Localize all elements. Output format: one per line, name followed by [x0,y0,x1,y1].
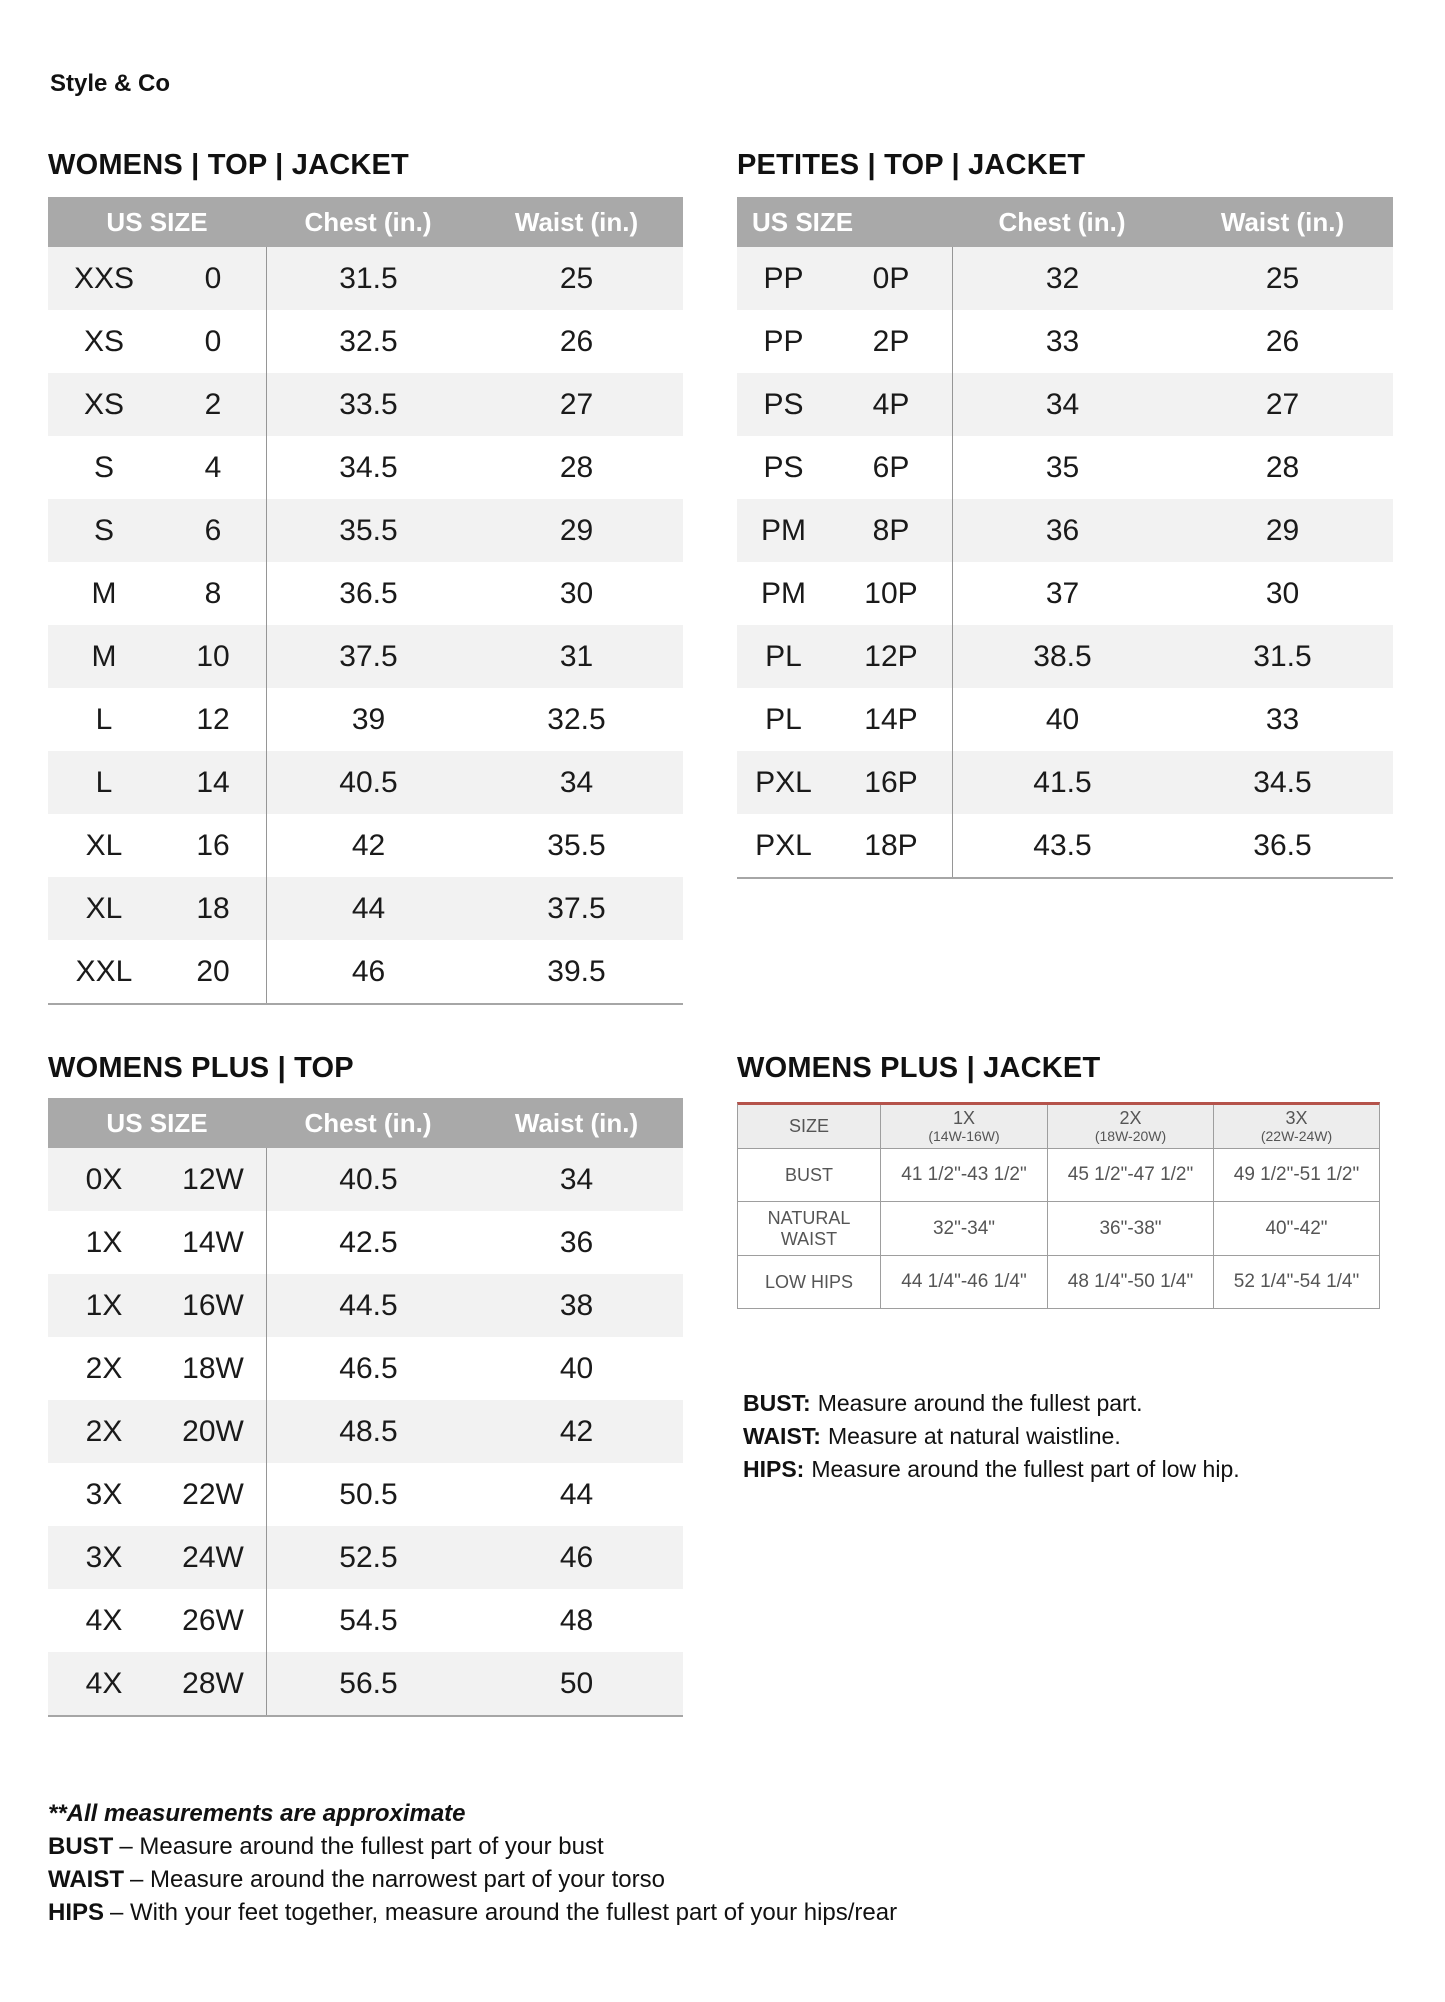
note-label: BUST: [743,1390,811,1416]
plus-jacket-section-heading: WOMENS PLUS | JACKET [737,1052,1101,1084]
table-cell: 8P [872,513,910,547]
table-cell: 39 [266,688,470,751]
column-header-waist: Waist (in.) [1220,206,1345,237]
value-cell [1047,1255,1213,1308]
table-cell: PS [763,387,804,421]
table-cell: S [93,513,114,547]
table-cell: 54.5 [266,1589,470,1652]
table-cell: 14 [196,765,230,799]
note-text: Measure around the fullest part of low hip. [811,1456,1240,1482]
table-body [48,1148,683,1715]
table-cell: 48 [559,1603,594,1637]
table-cell: PM [761,576,806,610]
table-cell: 4X [85,1603,123,1637]
column-header-sub: (14W-16W) [928,1127,1000,1144]
note-label: WAIST: [743,1423,821,1449]
table-row [737,751,1393,814]
table-cell: 4 [204,450,222,484]
table-cell: 26 [559,324,594,358]
table-cell: 30 [1265,576,1300,610]
table-cell: 44 [266,877,470,940]
table-cell: 37.5 [266,625,470,688]
table-cell: 34 [559,1162,594,1196]
table-cell: 46 [266,940,470,1003]
value: 48 1/4"-50 1/4" [1067,1271,1194,1292]
table-cell: 36.5 [1253,828,1312,862]
note-hips [743,1453,1240,1486]
table-cell: 31 [559,639,594,673]
table-cell: 32.5 [266,310,470,373]
row-label: NATURAL WAIST [767,1207,851,1249]
table-row [48,625,683,688]
table-cell: 36.5 [266,562,470,625]
table-cell: 3X [85,1540,123,1574]
table-cell: 29 [559,513,594,547]
table-row [737,247,1393,310]
table-row [48,1211,683,1274]
column-header-sub: (22W-24W) [1260,1127,1333,1144]
table-cell: 34 [952,373,1172,436]
table-cell: 44.5 [266,1274,470,1337]
table-row [737,688,1393,751]
table-row [48,562,683,625]
table-cell: XS [83,324,125,358]
table-row [48,877,683,940]
table-cell: 18P [864,828,918,862]
table-cell: 26W [182,1603,244,1637]
brand-title: Style & Co [50,70,171,97]
table-cell: 12P [864,639,918,673]
footnote-text: – With your feet together, measure around the fullest part of your hips/rear [110,1899,898,1926]
value-cell [880,1255,1047,1308]
table-cell: 32 [952,247,1172,310]
table-cell: XL [85,891,123,925]
table-cell: 42.5 [266,1211,470,1274]
table-cell: PXL [755,765,812,799]
value: 45 1/2"-47 1/2" [1067,1164,1194,1185]
table-cell: 22W [182,1477,244,1511]
column-header-label: 3X [1285,1107,1308,1128]
table-row [737,499,1393,562]
column-header-1x [880,1105,1047,1148]
column-header-us-size: US SIZE [106,1107,208,1138]
table-cell: 40.5 [266,1148,470,1211]
table-cell: 24W [182,1540,244,1574]
table-cell: 34.5 [1253,765,1312,799]
table-cell: 46 [559,1540,594,1574]
row-label: BUST [784,1164,833,1185]
table-body [48,247,683,1003]
footnote-hips [48,1896,897,1929]
table-row [48,499,683,562]
footnote-label: WAIST [48,1866,124,1893]
value: 40"-42" [1265,1217,1328,1239]
table-cell: 6P [872,450,910,484]
table-cell: L [95,765,113,799]
value-cell [880,1148,1047,1201]
row-label-cell [738,1201,880,1255]
table-cell: 28 [559,450,594,484]
table-cell: XS [83,387,125,421]
table-body [737,247,1393,877]
table-cell: 39.5 [547,954,606,988]
table-cell: 4X [85,1666,123,1700]
table-cell: 0P [872,261,910,295]
plus-top-section-heading: WOMENS PLUS | TOP [48,1052,354,1084]
table-cell: 35.5 [266,499,470,562]
table-cell: 3X [85,1477,123,1511]
value: 44 1/4"-46 1/4" [901,1271,1027,1292]
value-cell [1213,1148,1379,1201]
table-cell: 16W [182,1288,244,1322]
table-row-natural-waist [738,1201,1379,1255]
table-cell: 37 [952,562,1172,625]
table-cell: 42 [266,814,470,877]
note-waist [743,1420,1240,1453]
column-header-chest: Chest (in.) [998,206,1126,237]
table-cell: 14P [864,702,918,736]
table-cell: 18W [182,1351,244,1385]
footnote-text: – Measure around the fullest part of your bust [119,1833,604,1860]
table-cell: 36 [952,499,1172,562]
table-cell: 18 [196,891,230,925]
table-row [737,436,1393,499]
table-cell: 50 [559,1666,594,1700]
value-cell [1047,1148,1213,1201]
table-cell: 30 [559,576,594,610]
table-cell: 2X [85,1414,123,1448]
table-row [48,1463,683,1526]
table-row [48,814,683,877]
table-cell: 0X [85,1162,123,1196]
value-cell [1047,1201,1213,1255]
table-cell: 28W [182,1666,244,1700]
table-cell: 8 [204,576,222,610]
column-header-us-size: US SIZE [752,206,854,237]
table-cell: 26 [1265,324,1300,358]
table-cell: 12 [196,702,230,736]
table-cell: 1X [85,1225,123,1259]
row-label-cell [738,1255,880,1308]
column-header-label: 2X [1119,1107,1142,1128]
table-row [48,1589,683,1652]
column-header-label: SIZE [788,1115,829,1136]
table-cell: PP [763,261,804,295]
table-cell: 10 [196,639,230,673]
value-cell [880,1201,1047,1255]
table-cell: 40 [559,1351,594,1385]
table-cell: 6 [204,513,222,547]
table-cell: PP [763,324,804,358]
table-cell: 2 [204,387,222,421]
table-row [737,310,1393,373]
value: 41 1/2"-43 1/2" [901,1164,1027,1185]
table-cell: 2X [85,1351,123,1385]
plus-jacket-table [737,1102,1380,1309]
column-header-3x [1213,1105,1379,1148]
table-cell: XL [85,828,123,862]
column-header-label: 1X [952,1107,976,1128]
value-cell [1213,1201,1379,1255]
table-cell: 28 [1265,450,1300,484]
table-cell: 31.5 [266,247,470,310]
table-row [48,1337,683,1400]
footnote-bust [48,1830,897,1863]
table-cell: M [91,576,117,610]
table-cell: PS [763,450,804,484]
row-label: LOW HIPS [764,1271,853,1292]
table-row [737,814,1393,877]
table-cell: 20 [196,954,230,988]
table-cell: 37.5 [547,891,606,925]
note-label: HIPS: [743,1456,805,1482]
table-cell: 33 [952,310,1172,373]
table-row [737,373,1393,436]
table-cell: 14W [182,1225,244,1259]
table-row [48,247,683,310]
table-header-row [48,197,683,247]
table-cell: 40.5 [266,751,470,814]
column-header-chest: Chest (in.) [304,206,432,237]
table-row [48,751,683,814]
table-cell: 35 [952,436,1172,499]
petites-section-heading: PETITES | TOP | JACKET [737,149,1086,181]
table-cell: 0 [204,261,222,295]
footnote-label: BUST [48,1833,114,1860]
table-cell: 33.5 [266,373,470,436]
column-header-sub: (18W-20W) [1094,1127,1167,1144]
table-cell: 34 [559,765,594,799]
table-row [48,1274,683,1337]
womens-section-heading: WOMENS | TOP | JACKET [48,149,409,181]
measuring-notes [743,1387,1240,1486]
note-bust [743,1387,1240,1420]
table-cell: 4P [872,387,910,421]
column-header-waist: Waist (in.) [514,1107,639,1138]
table-cell: M [91,639,117,673]
table-row [48,1652,683,1715]
footnote-text: – Measure around the narrowest part of your torso [130,1866,665,1893]
table-cell: XXL [75,954,133,988]
column-header-waist: Waist (in.) [514,206,639,237]
footnotes [48,1797,897,1929]
table-cell: S [93,450,114,484]
table-header-row [48,1098,683,1148]
table-cell: 34.5 [266,436,470,499]
table-cell: 2P [872,324,910,358]
table-cell: 0 [204,324,222,358]
table-cell: 41.5 [952,751,1172,814]
table-cell: 27 [559,387,594,421]
table-cell: 33 [1265,702,1300,736]
table-cell: 1X [85,1288,123,1322]
table-row [48,1400,683,1463]
table-cell: 36 [559,1225,594,1259]
table-cell: 16P [864,765,918,799]
table-row [48,1526,683,1589]
table-header-row [738,1105,1379,1148]
table-cell: 31.5 [1253,639,1312,673]
table-row [737,562,1393,625]
table-cell: 38 [559,1288,594,1322]
table-row [48,310,683,373]
table-cell: 16 [196,828,230,862]
row-label-cell [738,1148,880,1201]
table-row [48,373,683,436]
table-row [48,940,683,1003]
column-header-us-size: US SIZE [106,206,208,237]
table-cell: 44 [559,1477,594,1511]
table-row [737,625,1393,688]
table-header-row [737,197,1393,247]
footnote-waist [48,1863,897,1896]
table-cell: 40 [952,688,1172,751]
plus-top-size-table [48,1098,683,1717]
womens-size-table [48,197,683,1005]
table-cell: 25 [559,261,594,295]
column-header-chest: Chest (in.) [304,1107,432,1138]
table-cell: 29 [1265,513,1300,547]
note-text: Measure at natural waistline. [827,1423,1121,1449]
column-header-2x [1047,1105,1213,1148]
value: 52 1/4"-54 1/4" [1233,1271,1360,1292]
footnote-label: HIPS [48,1899,105,1926]
table-cell: PL [765,702,802,736]
value: 49 1/2"-51 1/2" [1233,1164,1360,1185]
table-cell: 10P [864,576,918,610]
table-cell: 46.5 [266,1337,470,1400]
table-cell: 12W [182,1162,244,1196]
table-cell: 38.5 [952,625,1172,688]
table-cell: 27 [1265,387,1300,421]
table-cell: 48.5 [266,1400,470,1463]
value: 32"-34" [932,1217,996,1239]
footnote-disclaimer: **All measurements are approximate [48,1800,466,1827]
value-cell [1213,1255,1379,1308]
table-row [48,688,683,751]
table-cell: 32.5 [547,702,606,736]
note-text: Measure around the fullest part. [817,1390,1143,1416]
table-row-bust [738,1148,1379,1201]
table-cell: 52.5 [266,1526,470,1589]
table-cell: L [95,702,113,736]
table-row [48,1148,683,1211]
table-row-low-hips [738,1255,1379,1308]
table-cell: 35.5 [547,828,606,862]
petites-size-table [737,197,1393,879]
value: 36"-38" [1099,1217,1162,1239]
table-cell: 42 [559,1414,594,1448]
column-header-size [738,1105,880,1148]
table-cell: 25 [1265,261,1300,295]
table-row [48,436,683,499]
table-cell: 56.5 [266,1652,470,1715]
table-cell: PL [765,639,802,673]
table-cell: PM [761,513,806,547]
table-cell: 50.5 [266,1463,470,1526]
table-cell: PXL [755,828,812,862]
table-cell: 20W [182,1414,244,1448]
table-cell: XXS [73,261,135,295]
table-cell: 43.5 [952,814,1172,877]
